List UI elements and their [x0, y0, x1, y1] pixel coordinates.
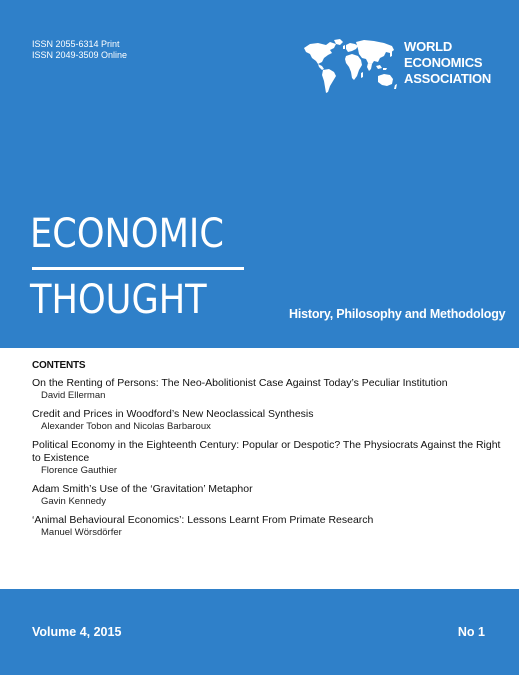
journal-title-line2: THOUGHT — [30, 277, 207, 323]
logo-line-association: ASSOCIATION — [404, 71, 492, 86]
article-title: On the Renting of Persons: The Neo-Abolitionist Case Against Today’s Peculiar Institution — [32, 377, 448, 389]
journal-title-line1: ECONOMIC — [30, 211, 224, 257]
article-title: ‘Animal Behavioural Economics’: Lessons Learnt From Primate Research — [32, 514, 374, 526]
contents-section — [32, 360, 502, 545]
issue-number: No 1 — [457, 625, 485, 639]
article-title: Political Economy in the Eighteenth Century: Popular or Despotic? The Physiocrats Against the Right to Existence — [32, 439, 501, 464]
contents-entry — [32, 408, 502, 433]
article-author: David Ellerman — [41, 390, 106, 401]
issn-block — [32, 39, 127, 61]
journal-subtitle: History, Philosophy and Methodology — [289, 307, 506, 321]
logo-line-world: WORLD — [404, 39, 453, 54]
article-author: Gavin Kennedy — [41, 496, 106, 507]
article-title: Adam Smith’s Use of the ‘Gravitation’ Metaphor — [32, 483, 253, 495]
contents-entry — [32, 483, 502, 508]
title-divider — [32, 267, 244, 270]
cover-bottom-band — [0, 589, 519, 675]
issn-online: ISSN 2049-3509 Online — [32, 50, 128, 60]
article-title: Credit and Prices in Woodford’s New Neoclassical Synthesis — [32, 408, 314, 420]
contents-heading: CONTENTS — [32, 360, 86, 371]
world-map-icon — [300, 38, 398, 96]
issn-print: ISSN 2055-6314 Print — [32, 39, 120, 49]
article-author: Florence Gauthier — [41, 465, 118, 476]
contents-entry — [32, 439, 502, 477]
logo-line-economics: ECONOMICS — [404, 55, 483, 70]
volume-label: Volume 4, 2015 — [32, 625, 122, 639]
article-author: Manuel Wörsdörfer — [41, 527, 122, 538]
wea-logo-text — [404, 39, 491, 87]
wea-logo — [300, 38, 500, 98]
contents-entry — [32, 514, 502, 539]
article-author: Alexander Tobon and Nicolas Barbaroux — [41, 421, 211, 432]
contents-entry — [32, 377, 502, 402]
